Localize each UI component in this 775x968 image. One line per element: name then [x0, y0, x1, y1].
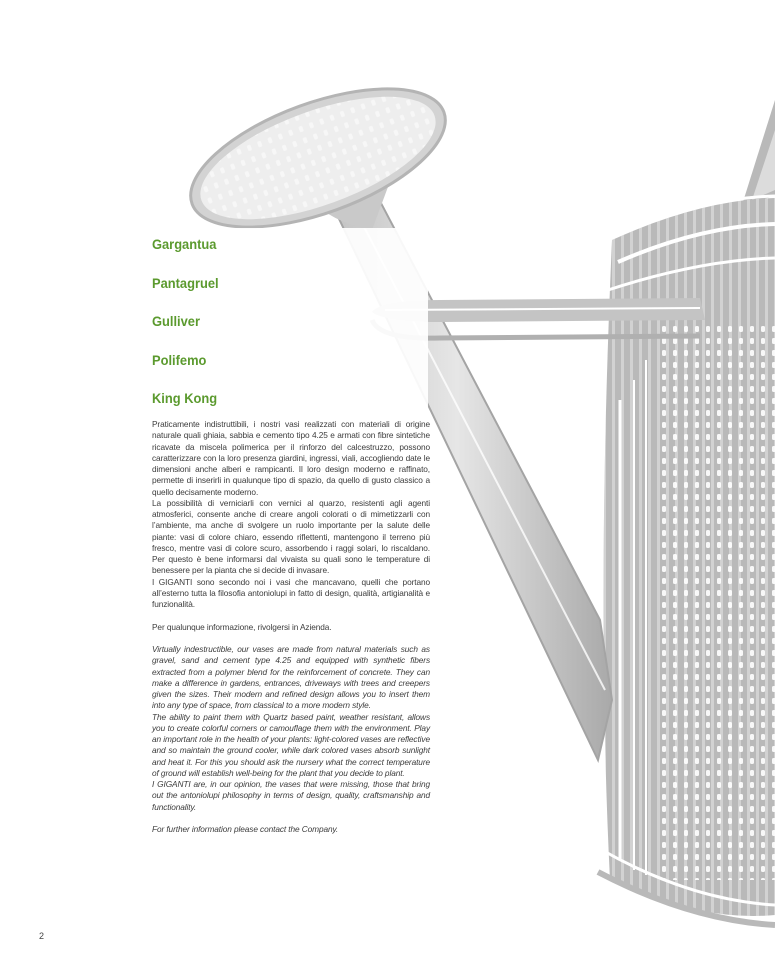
title-king-kong: King Kong: [152, 390, 218, 406]
page-number: 2: [39, 931, 45, 941]
title-polifemo: Polifemo: [152, 351, 207, 368]
product-name-list: [152, 234, 392, 427]
english-paragraph-2: The ability to paint them with Quartz based paint, weather resistant, allows you to create colorful corners or camouflage them with the environment. Play an important role in the health of your plants: light-colored vases are reflective and so maintain the ground cooler, while dark colored vases absorb sunlight and heat it. For this you should ask the nursery what the correct temperature of ground will establish well-being for the plant that you decide to plant.: [152, 711, 430, 778]
italian-paragraph-1: Praticamente indistruttibili, i nostri vasi realizzati con materiali di origine naturale quali ghiaia, sabbia e cemento tipo 4.25 e armati con fibre sintetiche ricavate da miscela polimerica per il rinforzo del calcestruzzo, possono caratterizzare con la loro presenza giardini, ingressi, viali, accogliendo date le dimensioni anche alberi e rampicanti. Il loro design moderno e raffinato, permette di inserirli in qualunque tipo di spazio, da quello di gusto classico a quello decisamente moderno.: [152, 419, 430, 497]
title-gargantua: Gargantua: [152, 236, 217, 252]
english-paragraph-1: Virtually indestructible, our vases are made from natural materials such as gravel, sand and cement type 4.25 and equipped with synthetic fibers extracted from a polymer blend for the reinforcement of concrete. They can make a difference in gardens, entrances, driveways with trees and creepers given the sizes. Their modern and refined design allows you to insert them into any type of space, from classical to a more modern style.: [152, 644, 430, 711]
english-paragraph-3: I GIGANTI are, in our opinion, the vases that were missing, those that bring out the antoniolupi philosophy in terms of design, quality, craftsmanship and functionality.: [152, 779, 430, 812]
italian-paragraph-2: La possibilità di verniciarli con vernici al quarzo, resistenti agli agenti atmosferici, consente anche di creare angoli colorati o di mimetizzarli con l’ambiente, ma anche di svolgere un ruolo importante per la salute delle piante: vasi di colore chiaro, essendo riflettenti, mantengono il terreno più fresco, mentre vasi di colore scuro, assorbendo i raggi solari, lo riscaldano. Per questo è bene informarsi dal vivaista su quali sono le temperature di benessere per la pianta che si decide di invasare.: [152, 497, 430, 576]
title-pantagruel: Pantagruel: [152, 274, 219, 291]
italian-paragraph-3: I GIGANTI sono secondo noi i vasi che mancavano, quelli che portano all’esterno tutta la filosofia antoniolupi in fatto di design, qualità, artigianalità e funzionalità.: [152, 576, 430, 609]
body-text: [152, 419, 430, 835]
title-gulliver: Gulliver: [152, 313, 200, 329]
english-contact: For further information please contact the Company.: [152, 824, 339, 834]
italian-contact: Per qualunque informazione, rivolgersi in Azienda.: [152, 621, 332, 632]
